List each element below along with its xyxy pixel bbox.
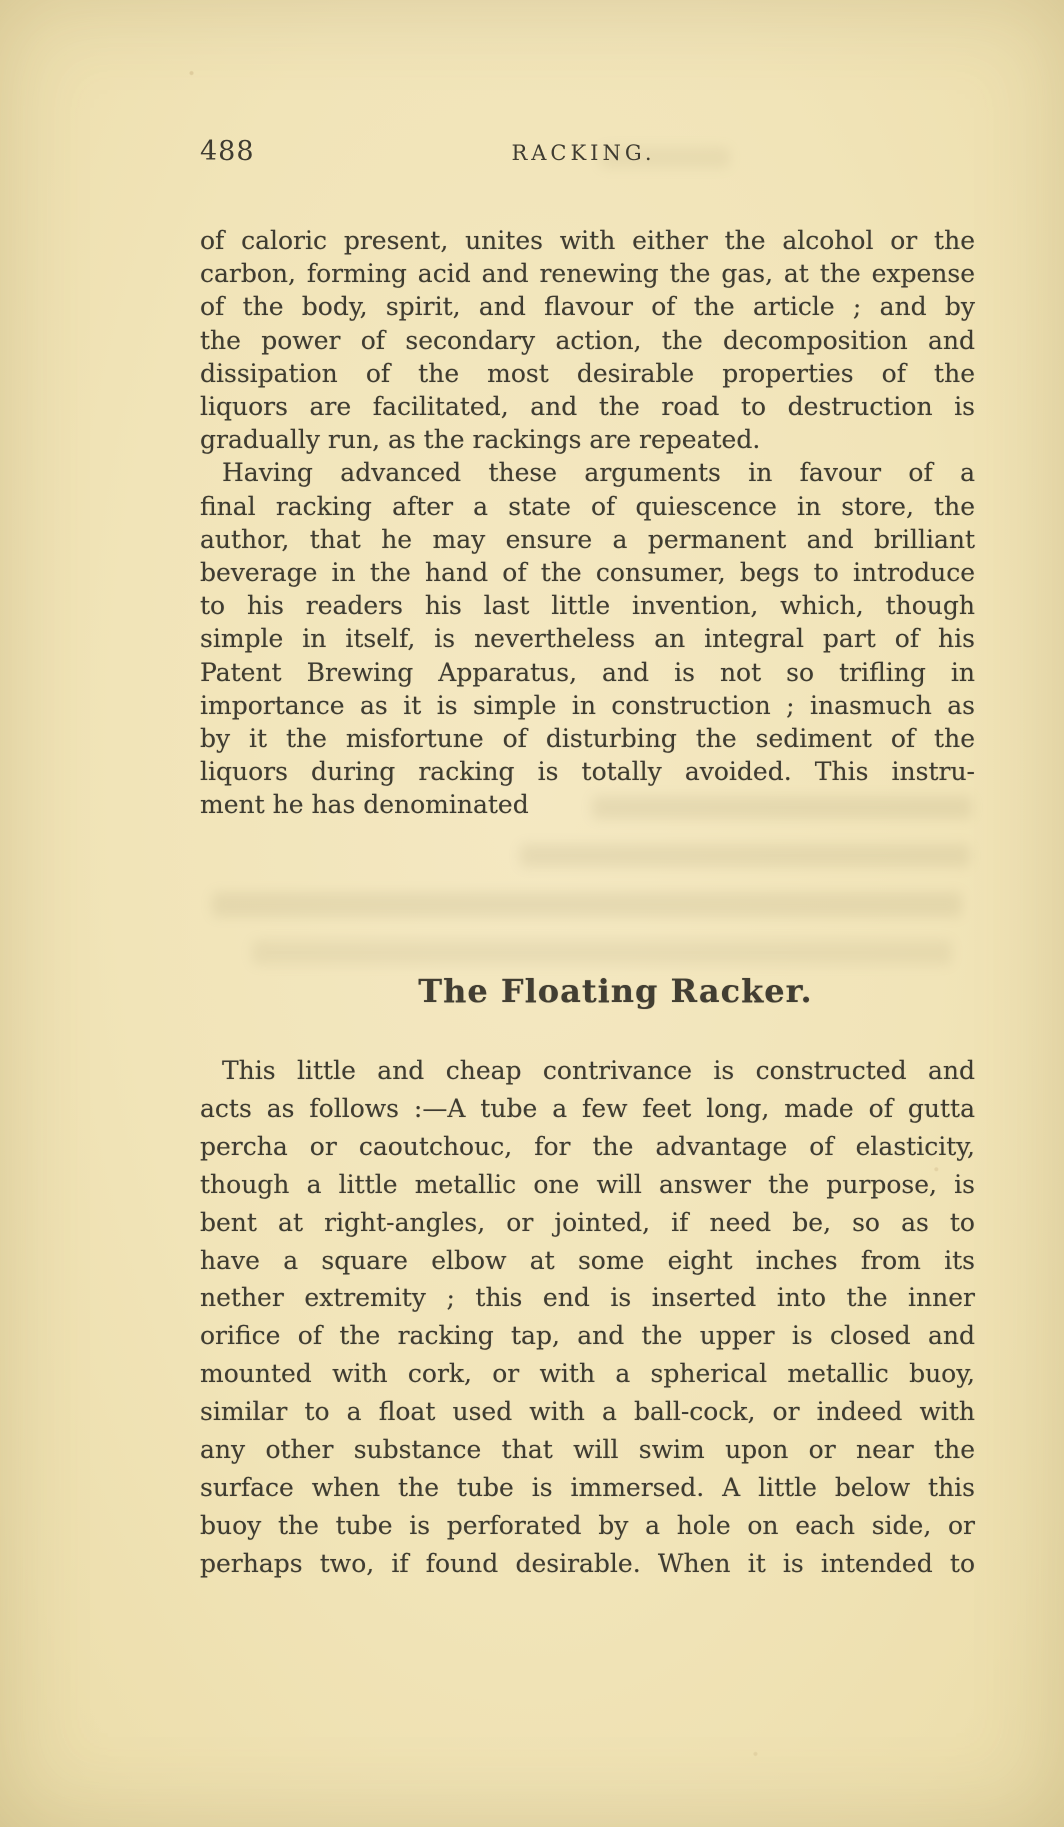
text-line: simple in itself, is nevertheless an integral part of his: [200, 624, 975, 654]
body-text-upper: [200, 224, 975, 822]
text-line: Patent Brewing Apparatus, and is not so trifling in: [200, 657, 975, 687]
page-number: 488: [200, 136, 255, 167]
text-line: the power of secondary action, the decomposition and: [200, 325, 975, 355]
text-line: have a square elbow at some eight inches from its: [200, 1245, 975, 1275]
body-text-lower: [200, 1052, 975, 1583]
section-heading: The Floating Racker.: [418, 972, 813, 1010]
text-line: liquors during racking is totally avoided. This instru-: [200, 757, 975, 787]
text-line: of the body, spirit, and flavour of the article ; and by: [200, 292, 975, 322]
text-line: liquors are facilitated, and the road to destruction is: [200, 392, 975, 422]
text-line: dissipation of the most desirable properties of the: [200, 358, 975, 388]
text-line: This little and cheap contrivance is constructed and: [222, 1056, 975, 1085]
text-line: final racking after a state of quiescence in store, the: [200, 491, 975, 521]
text-line: author, that he may ensure a permanent and brilliant: [200, 524, 975, 554]
text-line: beverage in the hand of the consumer, begs to introduce: [200, 558, 975, 588]
text-line: mounted with cork, or with a spherical metallic buoy,: [200, 1359, 975, 1389]
running-head-title: RACKING.: [511, 141, 656, 165]
text-line: of caloric present, unites with either the alcohol or the: [200, 226, 975, 255]
text-line: importance as it is simple in construction ; inasmuch as: [200, 690, 975, 720]
text-line: perhaps two, if found desirable. When it is intended to: [200, 1548, 975, 1578]
text-line: by it the misfortune of disturbing the sediment of the: [200, 724, 975, 754]
text-line: similar to a float used with a ball-cock, or indeed with: [200, 1397, 975, 1427]
text-line: carbon, forming acid and renewing the gas, at the expense: [200, 259, 975, 289]
text-line: surface when the tube is immersed. A little below this: [200, 1472, 975, 1502]
text-line: percha or caoutchouc, for the advantage of elasticity,: [200, 1131, 975, 1161]
text-line: acts as follows :—A tube a few feet long, made of gutta: [200, 1093, 975, 1123]
text-line: buoy the tube is perforated by a hole on each side, or: [200, 1510, 975, 1540]
text-line: Having advanced these arguments in favour of a: [222, 458, 975, 488]
running-header: [200, 136, 975, 167]
text-line: nether extremity ; this end is inserted into the inner: [200, 1283, 975, 1313]
text-line: gradually run, as the rackings are repeated.: [200, 425, 761, 455]
bleedthrough-artifact: [252, 940, 952, 965]
text-line: bent at right-angles, or jointed, if need be, so as to: [200, 1207, 975, 1237]
text-line: orifice of the racking tap, and the upper is closed and: [200, 1321, 975, 1351]
text-line: though a little metallic one will answer the purpose, is: [200, 1169, 975, 1199]
text-line: to his readers his last little invention, which, though: [200, 591, 975, 621]
text-line: ment he has denominated: [200, 790, 529, 820]
text-line: any other substance that will swim upon or near the: [200, 1435, 975, 1465]
bleedthrough-artifact: [520, 844, 970, 867]
bleedthrough-artifact: [212, 892, 962, 917]
